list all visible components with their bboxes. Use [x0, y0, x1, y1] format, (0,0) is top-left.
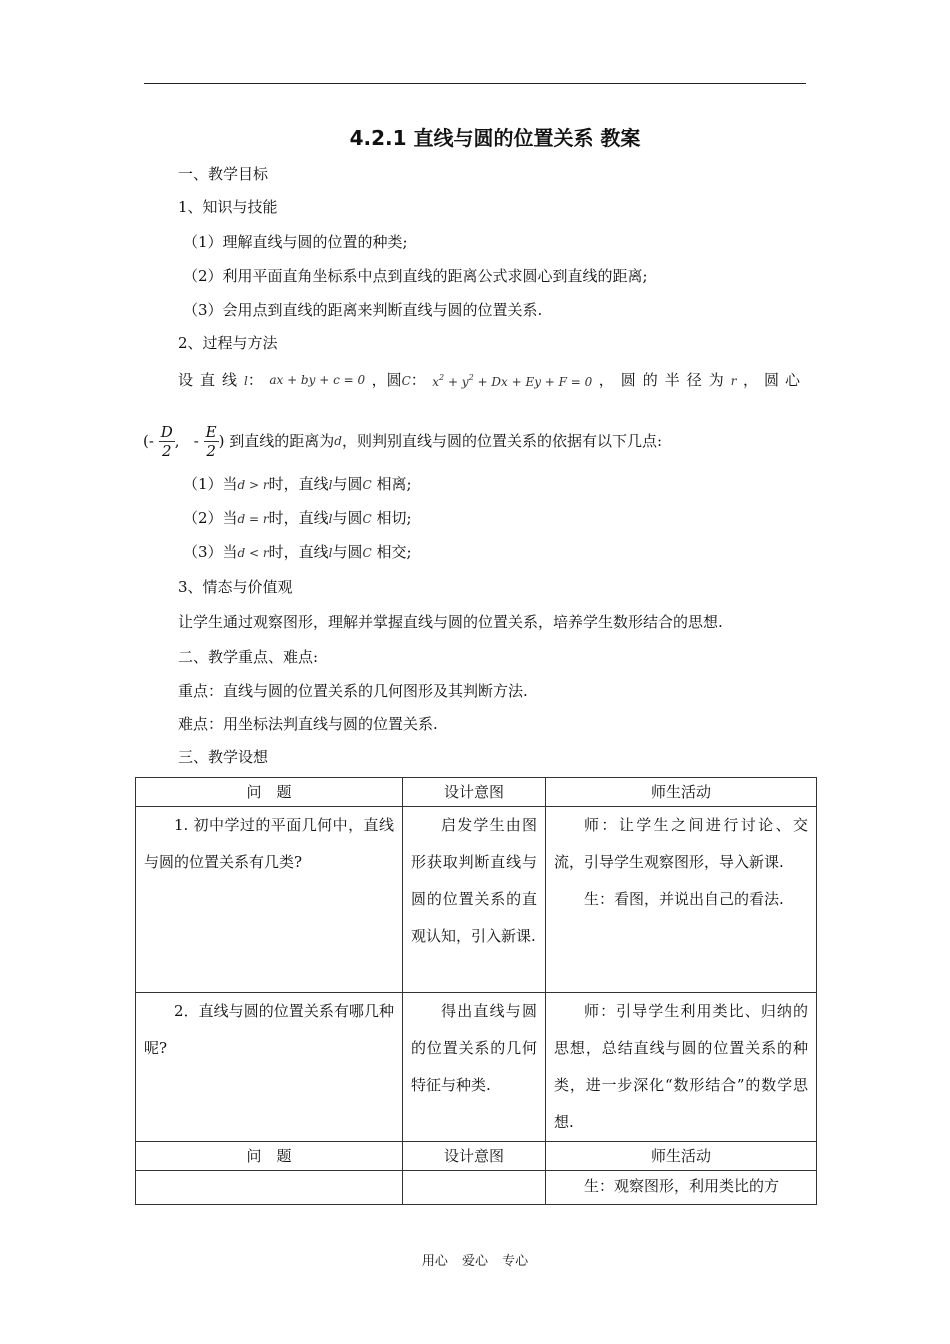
- math-d: d: [334, 434, 342, 448]
- knowledge-item-3: （3）会用点到直线的距离来判断直线与圆的位置关系.: [183, 301, 543, 319]
- knowledge-item-1: （1）理解直线与圆的位置的种类;: [183, 233, 408, 251]
- difficult-point: 难点：用坐标法判直线与圆的位置关系.: [178, 715, 438, 733]
- row1-activity-student: 生：看图，并说出自己的看法.: [584, 890, 784, 908]
- teaching-plan-table: [135, 777, 817, 1205]
- circle-equation: $x^2 + y^2 + Dx + Ey + F = 0$: [432, 373, 593, 389]
- row1-question: 1. 初中学过的平面几何中，直线与圆的位置关系有几类?: [144, 816, 394, 871]
- subsection-values: 3、情态与价值观: [178, 578, 293, 596]
- subsection-process: 2、过程与方法: [178, 334, 278, 352]
- table-header-row: [136, 778, 817, 807]
- table-row: [136, 993, 817, 1142]
- radius-text: ，圆的半径为: [598, 370, 731, 389]
- criterion-2: （2）当d = r时，直线l与圆C 相切;: [183, 509, 412, 527]
- subsection-knowledge: 1、知识与技能: [178, 198, 278, 216]
- values-text: 让学生通过观察图形，理解并掌握直线与圆的位置关系，培养学生数形结合的思想.: [178, 613, 723, 631]
- row2-intent: 得出直线与圆的位置关系的几何特征与种类.: [411, 1002, 537, 1094]
- setup-prefix: 设直线: [178, 370, 245, 389]
- page-footer: 用心 爱心 专心: [421, 1254, 529, 1269]
- center-paragraph: [143, 420, 662, 462]
- row2-question: 2．直线与圆的位置关系有哪几种呢?: [144, 1002, 394, 1057]
- paren-open: (-: [143, 432, 159, 450]
- math-l: l: [244, 373, 248, 388]
- distance-rest: ，则判别直线与圆的位置关系的依据有以下几点:: [341, 432, 662, 450]
- distance-text: 到直线的距离为: [229, 432, 335, 450]
- center-text: ，圆心: [742, 371, 806, 389]
- fraction-E: $\frac{E}{2}$: [205, 422, 217, 460]
- math-C: C: [401, 373, 411, 388]
- circle-label: ，圆: [371, 370, 402, 389]
- row3-activity: 生：观察图形，利用类比的方: [584, 1177, 780, 1195]
- row1-intent: 启发学生由图形获取判断直线与圆的位置关系的直观认知，引入新课.: [411, 816, 537, 945]
- comma-minus: , -: [174, 432, 204, 450]
- header2-question: 问 题: [136, 1142, 403, 1171]
- knowledge-item-2: （2）利用平面直角坐标系中点到直线的距离公式求圆心到直线的距离;: [183, 267, 648, 285]
- header-question: 问 题: [136, 778, 403, 807]
- header-activity: 师生活动: [546, 778, 817, 807]
- table-header-row-repeat: [136, 1142, 817, 1171]
- page-title: 4.2.1 直线与圆的位置关系 教案: [349, 126, 641, 150]
- header2-activity: 师生活动: [546, 1142, 817, 1171]
- header-intent: 设计意图: [403, 778, 546, 807]
- header2-intent: 设计意图: [403, 1142, 546, 1171]
- line-equation: ax + by + c = 0: [269, 373, 366, 387]
- row1-activity-teacher: 师：让学生之间进行讨论、交流，引导学生观察图形，导入新课.: [554, 816, 808, 871]
- table-row: [136, 1171, 817, 1205]
- table-row: [136, 807, 817, 993]
- header-rule: [144, 83, 806, 84]
- paren-close: ): [218, 432, 230, 450]
- section-heading-keypoints: 二、教学重点、难点:: [178, 648, 319, 666]
- math-r: r: [730, 373, 737, 388]
- criterion-1: （1）当d > r时，直线l与圆C 相离;: [183, 475, 412, 493]
- setup-paragraph: 设直线l： ax + by + c = 0 ，圆C： $x^2 + y^2 + Dx + Ey + F = 0$ ，圆的半径为r ，圆心: [178, 368, 806, 392]
- section-heading-objectives: 一、教学目标: [178, 165, 269, 183]
- fraction-D: $\frac{D}{2}$: [160, 422, 173, 460]
- section-heading-design: 三、教学设想: [178, 748, 269, 766]
- row2-activity-teacher: 师：引导学生利用类比、归纳的思想，总结直线与圆的位置关系的种类，进一步深化“数形结合”的数学思想.: [554, 1002, 808, 1131]
- key-point: 重点：直线与圆的位置关系的几何图形及其判断方法.: [178, 682, 528, 700]
- criterion-3: （3）当d < r时，直线l与圆C 相交;: [183, 543, 412, 561]
